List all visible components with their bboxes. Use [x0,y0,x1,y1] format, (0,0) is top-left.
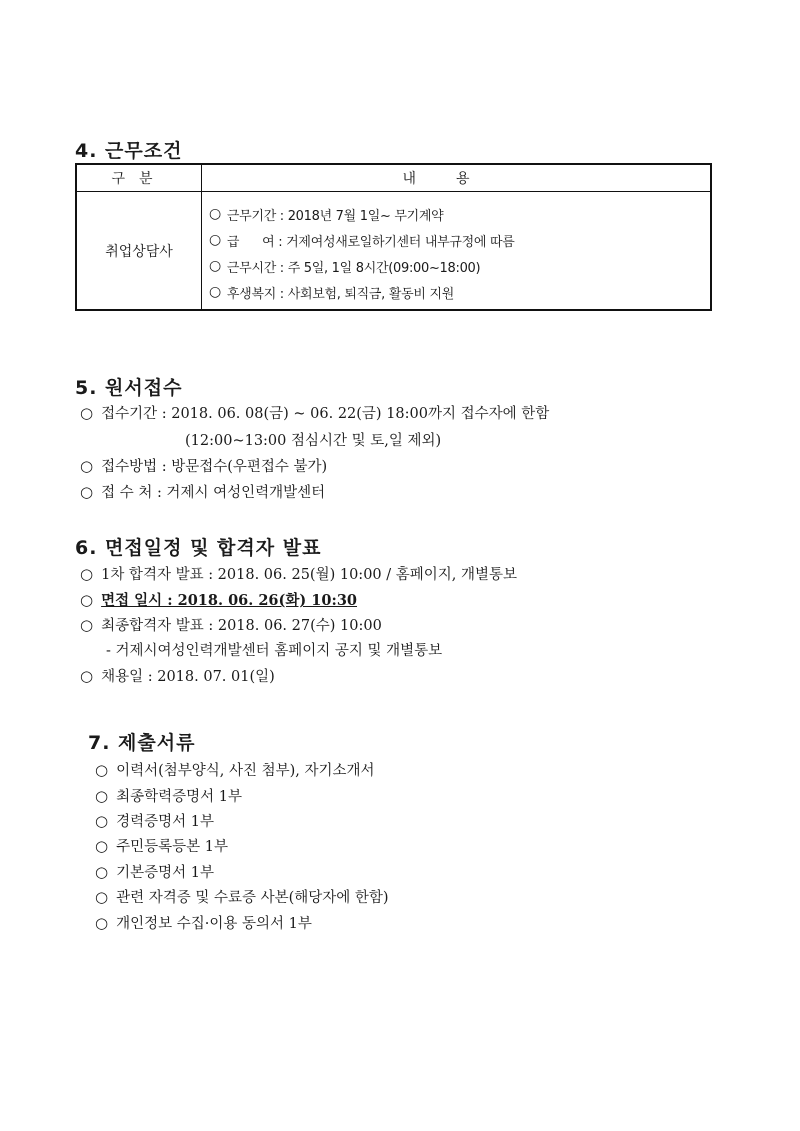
circle-bullet-icon: ○ [95,836,109,855]
circle-bullet-icon: ○ [95,760,109,779]
circle-bullet-icon: ○ [209,232,221,248]
table-item: ○ 근무시간 : 주 5일, 1일 8시간(09:00~18:00) [209,258,481,276]
list-item: ○ 이력서(첨부양식, 사진 첨부), 자기소개서 [95,760,375,779]
list-item: ○ 관련 자격증 및 수료증 사본(해당자에 한함) [95,887,389,906]
list-item: ○ 기본증명서 1부 [95,862,214,881]
section-7-heading: 7. 제출서류 [88,732,196,754]
circle-bullet-icon: ○ [80,590,94,609]
circle-bullet-icon: ○ [95,887,109,906]
circle-bullet-icon: ○ [95,862,109,881]
circle-bullet-icon: ○ [95,786,109,805]
list-item-note: (12:00~13:00 점심시간 및 토,일 제외) [185,433,442,449]
circle-bullet-icon: ○ [80,564,94,583]
table-header-content: 내용 [402,171,510,187]
list-item-note: - 거제시여성인력개발센터 홈페이지 공지 및 개별통보 [106,643,443,659]
list-item: ○ 접 수 처 : 거제시 여성인력개발센터 [80,482,326,501]
circle-bullet-icon: ○ [209,206,221,222]
table-content-cell [209,201,710,305]
list-item: ○ 1차 합격자 발표 : 2018. 06. 25(월) 10:00 / 홈페이지, 개별통보 [80,564,518,583]
table-header-category: 구분 [111,171,167,187]
circle-bullet-icon: ○ [80,456,94,475]
work-conditions-table [75,163,712,311]
circle-bullet-icon: ○ [80,482,94,501]
list-item [80,589,357,610]
table-item: ○ 후생복지 : 사회보험, 퇴직금, 활동비 지원 [209,284,454,302]
table-item: ○ 근무기간 : 2018년 7월 1일~ 무기계약 [209,206,444,224]
interview-date: 면접 일시 : 2018. 06. 26(화) 10:30 [101,592,358,609]
section-5-heading: 5. 원서접수 [75,377,183,399]
list-item: ○ 최종학력증명서 1부 [95,786,242,805]
circle-bullet-icon: ○ [80,403,94,422]
circle-bullet-icon: ○ [80,666,94,685]
circle-bullet-icon: ○ [80,615,94,634]
section-4-heading: 4. 근무조건 [75,140,183,162]
list-item: ○ 최종합격자 발표 : 2018. 06. 27(수) 10:00 [80,615,382,634]
list-item: ○ 개인정보 수집·이용 동의서 1부 [95,913,312,932]
list-item: ○ 경력증명서 1부 [95,811,214,830]
table-item: ○ 급 여 : 거제여성새로일하기센터 내부규정에 따름 [209,232,515,250]
list-item: ○ 채용일 : 2018. 07. 01(일) [80,666,275,685]
table-row-label: 취업상담사 [105,243,173,260]
list-item: ○ 접수기간 : 2018. 06. 08(금) ~ 06. 22(금) 18:00까지 접수자에 한함 [80,403,550,422]
circle-bullet-icon: ○ [209,258,221,274]
circle-bullet-icon: ○ [209,284,221,300]
section-6-heading: 6. 면접일정 및 합격자 발표 [75,537,322,559]
circle-bullet-icon: ○ [95,913,109,932]
list-item: ○ 주민등록등본 1부 [95,836,228,855]
circle-bullet-icon: ○ [95,811,109,830]
list-item: ○ 접수방법 : 방문접수(우편접수 불가) [80,456,328,475]
